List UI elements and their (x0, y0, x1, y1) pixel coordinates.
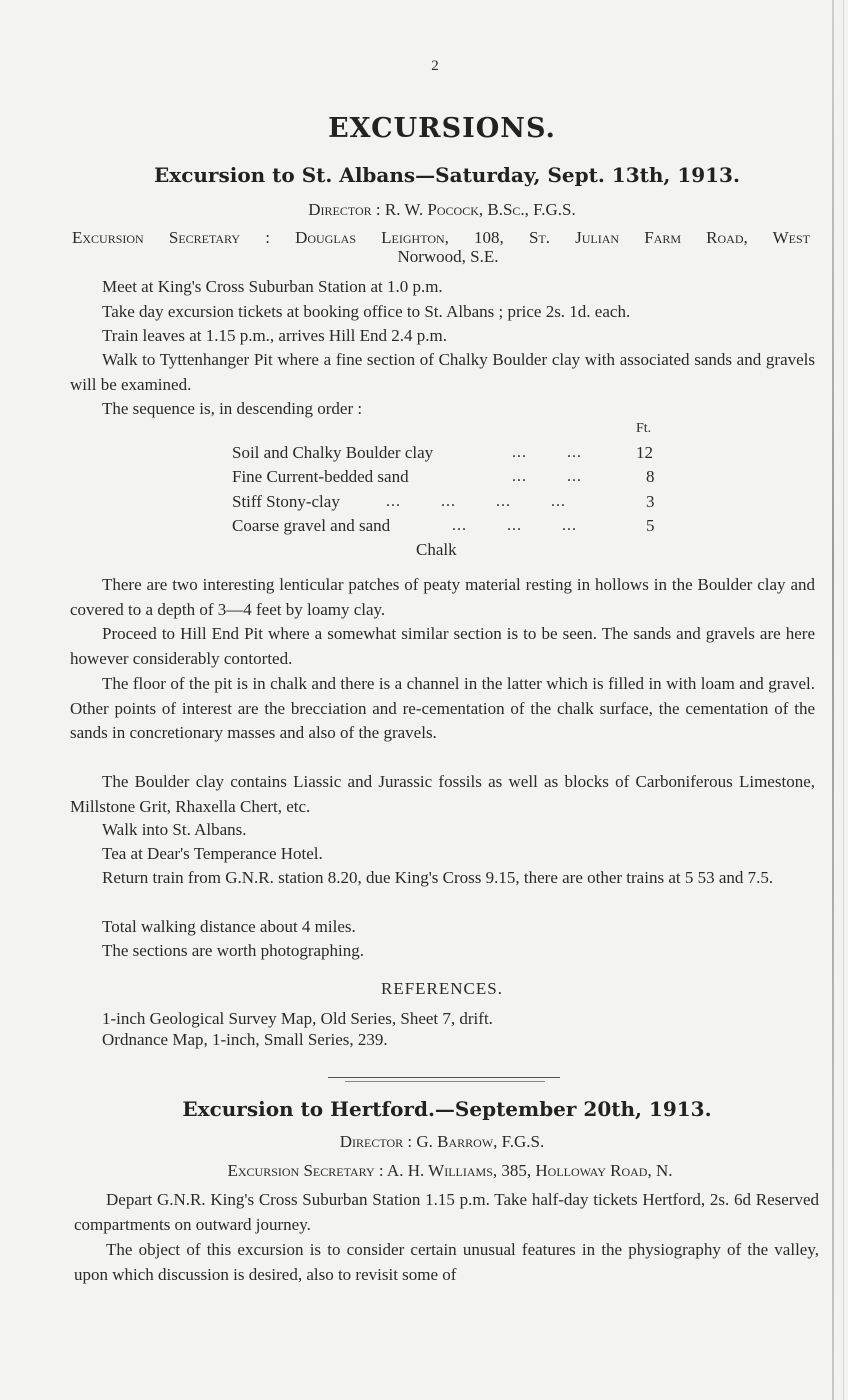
sequence-base: Chalk (416, 540, 457, 559)
sequence-intro: The sequence is, in descending order : (102, 399, 363, 418)
return-train-paragraph: Return train from G.N.R. station 8.20, due King's Cross 9.15, there are other trains at 5 53 and 7.5. (102, 868, 774, 887)
train-line: Train leaves at 1.15 p.m., arrives Hill End 2.4 p.m. (102, 326, 447, 345)
sequence-unit: Ft. (636, 421, 652, 436)
hertford-object-paragraph: The object of this excursion is to consider certain unusual features in the physiography of the valley, upon which discussion is desired, also to revisit some of (74, 1240, 819, 1284)
sequence-ft: 3 (646, 492, 655, 511)
section-divider-inner (345, 1081, 545, 1082)
sequence-layer: Coarse gravel and sand (232, 516, 391, 535)
sequence-layer: Stiff Stony-clay (232, 492, 340, 511)
st-albans-secretary-line1: Excursion Secretary : Douglas Leighton, 108, St. Julian Farm Road, West (72, 228, 810, 247)
walking-distance-line: Total walking distance about 4 miles. (102, 917, 356, 936)
references-heading: REFERENCES. (381, 979, 503, 998)
sequence-dots: ... ... ... (452, 517, 577, 534)
reference-item: 1-inch Geological Survey Map, Old Series, Sheet 7, drift. (102, 1009, 493, 1028)
sequence-ft: 8 (646, 467, 655, 486)
sequence-ft: 12 (636, 443, 653, 462)
sequence-dots: ... ... ... ... (386, 493, 566, 510)
sequence-layer: Fine Current-bedded sand (232, 467, 409, 486)
tea-line: Tea at Dear's Temperance Hotel. (102, 844, 323, 863)
meet-line: Meet at King's Cross Suburban Station at 1.0 p.m. (102, 277, 443, 296)
sequence-ft: 5 (646, 516, 655, 535)
peaty-paragraph: There are two interesting lenticular patches of peaty material resting in hollows in the Boulder clay and covered to a depth of 3—4 feet by loamy clay. (70, 575, 815, 619)
hill-end-paragraph: Proceed to Hill End Pit where a somewhat similar section is to be seen. The sands and gravels are here however considerably contorted. (70, 624, 815, 668)
sequence-dots: ... ... (512, 468, 582, 485)
hertford-secretary: Excursion Secretary : A. H. Williams, 385, Holloway Road, N. (227, 1161, 673, 1180)
st-albans-secretary-line2: Norwood, S.E. (397, 247, 499, 266)
page-title: EXCURSIONS. (328, 113, 556, 144)
sequence-dots: ... ... (512, 444, 582, 461)
walk-paragraph: Walk to Tyttenhanger Pit where a fine section of Chalky Boulder clay with associated sands and gravels will be examined. (70, 350, 815, 394)
reference-item: Ordnance Map, 1-inch, Small Series, 239. (102, 1030, 388, 1049)
hertford-depart-paragraph: Depart G.N.R. King's Cross Suburban Station 1.15 p.m. Take half-day tickets Hertford, 2s. 6d Reserved compartments on outward journey. (74, 1190, 819, 1234)
section-divider (328, 1077, 560, 1078)
tickets-line: Take day excursion tickets at booking office to St. Albans ; price 2s. 1d. each. (102, 302, 631, 321)
walk-line: Walk into St. Albans. (102, 820, 247, 839)
boulder-clay-paragraph: The Boulder clay contains Liassic and Jurassic fossils as well as blocks of Carboniferous Limestone, Millstone Grit, Rhaxella Chert, etc. (70, 772, 815, 816)
st-albans-director: Director : R. W. Pocock, B.Sc., F.G.S. (308, 200, 576, 219)
hertford-director: Director : G. Barrow, F.G.S. (339, 1132, 545, 1151)
st-albans-heading: Excursion to St. Albans—Saturday, Sept. 13th, 1913. (154, 163, 740, 187)
hertford-heading: Excursion to Hertford.—September 20th, 1913. (182, 1097, 712, 1121)
floor-paragraph: The floor of the pit is in chalk and there is a channel in the latter which is filled in with loam and gravel. Other points of interest are the brecciation and re-cementation of the chalk surface, the cementation of the sands in concretionary masses and also of the gravels. (70, 674, 815, 743)
sequence-layer: Soil and Chalky Boulder clay (232, 443, 434, 462)
page-number: 2 (431, 58, 439, 74)
photographing-line: The sections are worth photographing. (102, 941, 365, 960)
